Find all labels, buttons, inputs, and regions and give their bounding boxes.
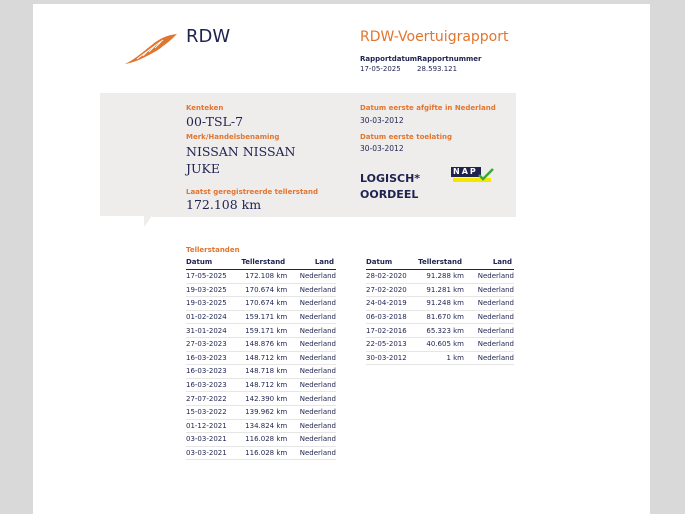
reading-value: 1 km [416,351,464,365]
table-row [186,270,336,284]
reading-date: 24-04-2019 [366,297,416,311]
report-number-label: Rapportnummer [417,55,482,63]
col-date-header: Datum [186,257,241,270]
reading-country: Nederland [287,378,336,392]
report-date-value: 17-05-2025 [360,65,401,73]
reading-value: 65.323 km [416,324,464,338]
report-title: RDW-Voertuigrapport [360,29,509,45]
table-row [366,337,514,351]
first-admission-value: 30-03-2012 [360,144,404,153]
reading-date: 30-03-2012 [366,351,416,365]
readings-header-row [186,257,336,270]
reading-country: Nederland [287,324,336,338]
reading-country: Nederland [464,351,514,365]
report-date-label: Rapportdatum [360,55,418,63]
col-date-header: Datum [366,257,416,270]
reading-date: 01-02-2024 [186,310,241,324]
reading-date: 03-03-2021 [186,446,241,460]
table-row [186,283,336,297]
reading-country: Nederland [287,405,336,419]
first-admission-label: Datum eerste toelating [360,133,453,141]
verdict-line2: OORDEEL [360,188,419,201]
reading-country: Nederland [287,433,336,447]
col-country-header: Land [287,257,336,270]
reading-value: 170.674 km [241,297,287,311]
reading-date: 03-03-2021 [186,433,241,447]
readings-header-row [366,257,514,270]
table-row [366,351,514,365]
reading-country: Nederland [287,446,336,460]
reading-country: Nederland [287,392,336,406]
rdw-feather-logo-icon [123,30,179,66]
verdict [360,171,420,203]
table-row [186,310,336,324]
table-row [186,392,336,406]
reading-date: 16-03-2023 [186,378,241,392]
reading-date: 16-03-2023 [186,365,241,379]
reading-value: 148.712 km [241,378,287,392]
reading-country: Nederland [464,297,514,311]
nap-logo [451,167,495,183]
reading-value: 159.171 km [241,324,287,338]
make-value-line2: JUKE [186,161,221,176]
reading-date: 17-05-2025 [186,270,241,284]
report-page [33,4,650,514]
table-row [186,378,336,392]
reading-date: 15-03-2022 [186,405,241,419]
reading-country: Nederland [287,283,336,297]
reading-value: 116.028 km [241,446,287,460]
make-value-line1: NISSAN NISSAN [186,144,296,159]
table-row [366,297,514,311]
reading-value: 139.962 km [241,405,287,419]
reading-date: 17-02-2016 [366,324,416,338]
plate-value: 00-TSL-7 [186,114,244,129]
reading-value: 134.824 km [241,419,287,433]
reading-value: 81.670 km [416,310,464,324]
col-reading-header: Tellerstand [416,257,464,270]
report-number-block [417,55,482,73]
nap-text: NAP [453,167,478,176]
reading-country: Nederland [287,297,336,311]
reading-date: 19-03-2025 [186,297,241,311]
reading-date: 22-05-2013 [366,337,416,351]
reading-value: 91.248 km [416,297,464,311]
reading-value: 159.171 km [241,310,287,324]
reading-country: Nederland [287,310,336,324]
reading-country: Nederland [464,310,514,324]
report-date-block [360,55,417,73]
odometer-label: Laatst geregistreerde tellerstand [186,188,319,196]
reading-country: Nederland [287,351,336,365]
reading-value: 91.281 km [416,283,464,297]
table-row [186,297,336,311]
first-nl-value: 30-03-2012 [360,116,404,125]
reading-value: 172.108 km [241,270,287,284]
reading-date: 16-03-2023 [186,351,241,365]
reading-date: 28-02-2020 [366,270,416,284]
table-row [186,337,336,351]
reading-value: 116.028 km [241,433,287,447]
readings-table-right [366,257,514,365]
reading-country: Nederland [287,365,336,379]
table-row [366,324,514,338]
reading-date: 01-12-2021 [186,419,241,433]
table-row [186,365,336,379]
reading-country: Nederland [464,283,514,297]
table-row [366,283,514,297]
plate-label: Kenteken [186,104,224,112]
reading-value: 148.876 km [241,337,287,351]
col-country-header: Land [464,257,514,270]
reading-country: Nederland [287,270,336,284]
table-row [186,351,336,365]
reading-date: 19-03-2025 [186,283,241,297]
reading-country: Nederland [287,337,336,351]
reading-country: Nederland [287,419,336,433]
reading-country: Nederland [464,337,514,351]
table-row [186,324,336,338]
reading-value: 170.674 km [241,283,287,297]
make-label: Merk/Handelsbenaming [186,133,280,141]
table-row [366,310,514,324]
reading-date: 27-07-2022 [186,392,241,406]
band-notch [100,216,516,228]
table-row [186,433,336,447]
first-nl-label: Datum eerste afgifte in Nederland [360,104,496,112]
reading-date: 31-01-2024 [186,324,241,338]
reading-value: 40.605 km [416,337,464,351]
report-number-value: 28.593.121 [417,65,458,73]
reading-country: Nederland [464,270,514,284]
readings-table-left [186,257,336,460]
reading-value: 91.288 km [416,270,464,284]
table-row [186,446,336,460]
reading-value: 142.390 km [241,392,287,406]
readings-title: Tellerstanden [186,246,240,254]
reading-country: Nederland [464,324,514,338]
reading-date: 27-03-2023 [186,337,241,351]
odometer-value: 172.108 km [186,197,262,212]
table-row [186,419,336,433]
verdict-line1: LOGISCH* [360,172,421,185]
brand-name: RDW [186,26,231,47]
reading-date: 06-03-2018 [366,310,416,324]
table-row [366,270,514,284]
table-row [186,405,336,419]
reading-value: 148.712 km [241,351,287,365]
reading-date: 27-02-2020 [366,283,416,297]
col-reading-header: Tellerstand [241,257,287,270]
reading-value: 148.718 km [241,365,287,379]
